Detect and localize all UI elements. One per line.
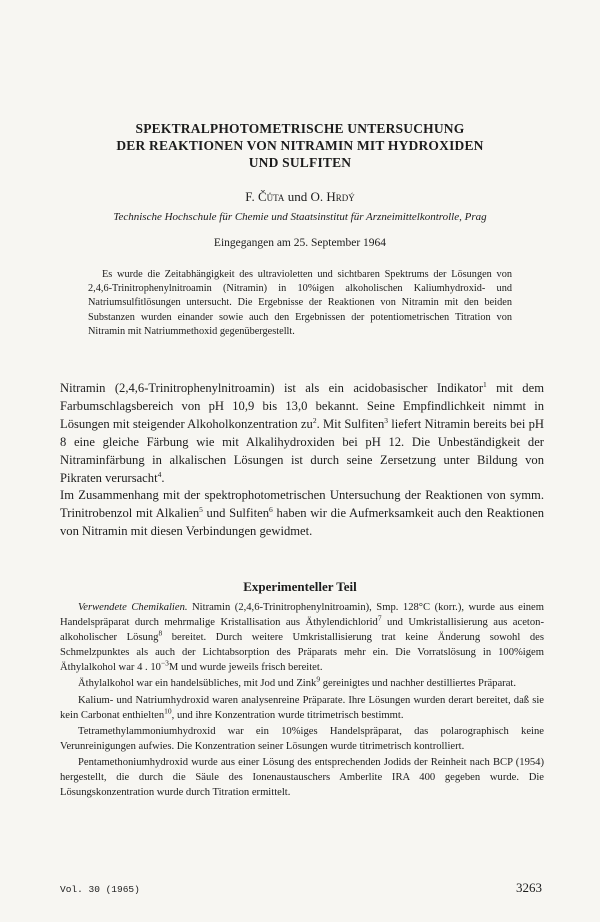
reference-marker: 10 [164,706,172,716]
author-2-initial: O. [310,189,324,204]
author-1-name: Čůta [257,189,285,204]
title-line-3: UND SULFITEN [248,155,352,170]
received-date: Eingegangen am 25. September 1964 [213,237,387,249]
text-run: gereinigtes und nachher destilliertes Präparat. [320,678,516,690]
text-run: , und ihre Konzentration wurde titrimetrisch bestimmt. [171,709,404,721]
intro-paragraph-1 [60,380,544,487]
author-1-initial: F. [245,189,255,204]
text-run: haben wir die Aufmerksamkeit auch den Reaktionen von Nitramin mit diesen Verbindungen gewidmet. [60,506,545,539]
exponent: −3 [160,658,169,668]
section-heading: Experimenteller Teil [243,579,357,594]
reference-marker: 7 [377,613,382,623]
intro-paragraph-2 [60,487,544,541]
text-run: mit dem Farbumschlagsbereich von pH 10,9 bis 13,0 bekannt. Seine Empfindlichkeit nimmt in Lösungen mit steigender Alkoholkonzentration zu [60,381,544,431]
text-run: und Umkristallisierung aus aceton-alkoholischer Lösung [60,617,544,644]
reference-marker: 5 [199,505,203,515]
author-conjunction: und [287,189,308,204]
article-title [0,120,600,171]
text-run: Kalium- und Natriumhydroxid waren analysenreine Präparate. Ihre Lösungen wurden derart bereitet, daß sie kein Carbonat enthielten [60,694,544,721]
text-run: . Mit Sulfiten [316,416,385,431]
exp-paragraph-hydroxides [60,693,544,723]
author-2-name: Hrdý [326,189,355,204]
exp-paragraph-ethanol [60,676,544,691]
introduction [60,380,544,541]
text-run: liefert Nitramin bereits bei pH 8 eine gleiche Färbung wie mit Alkalihydroxiden bei pH 12. Die Unbeständigkeit der Nitraminfärbung in alkalischen Lösungen ist durch seine Zersetzung unter Bildung von Pikraten verursacht [60,416,544,485]
title-line-1: SPEKTRALPHOTOMETRISCHE UNTERSUCHUNG [135,121,465,136]
reference-marker: 9 [316,674,321,684]
exp-paragraph-tetramethylammonium: Tetramethylammoniumhydroxid war ein 10%iges Handelspräparat, das polarographisch keine Verunreinigungen aufwies. Die Konzentration seiner Lösungen wurde titrimetrisch kontrolliert. [60,725,544,752]
text-run: M und wurde jeweils frisch bereitet. [168,662,323,674]
text-run: Im Zusammenhang mit der spektrophotometrischen Untersuchung der Reaktionen von symm. Trinitrobenzol mit Alkalien [60,488,544,521]
author-line [0,189,600,205]
reference-marker: 8 [158,628,163,638]
exp-paragraph-pentamethonium: Pentamethoniumhydroxid wurde aus einer Lösung des entsprechenden Jodids der Reinheit nach BCP (1954) hergestellt, die durch die Säule des Ionenaustauschers Amberlite IRA 400 gegeben wurde. Die Lösungskonzentration wurde durch Titration ermittelt. [60,756,544,799]
paragraph-lead: Verwendete Chemikalien. [78,602,188,613]
text-run: bereitet. Durch weitere Umkristallisierung trat keine Änderung sowohl des Schmelzpunktes als auch der Lichtabsorption des Präparats mehr ein. Die Vorratslösung in 100%igem Äthylalkohol war 4 . 10 [60,632,544,674]
experimental-section [60,600,544,801]
title-line-2: DER REAKTIONEN VON NITRAMIN MIT HYDROXIDEN [116,138,484,153]
reference-marker: 2 [312,415,317,425]
journal-volume: Vol. 30 (1965) [60,884,140,895]
exp-paragraph-chemicals [60,600,544,675]
reference-marker: 6 [269,505,273,515]
text-run: Nitramin (2,4,6-Trinitrophenylnitroamin), Smp. 128°C (korr.), wurde aus einem Handelspräparat durch mehrmalige Kristallisation aus Äthylendichlorid [60,602,545,629]
text-run: . [161,470,165,485]
text-run: Äthylalkohol war ein handelsübliches, mit Jod und Zink [78,678,317,690]
text-run: und Sulfiten [202,506,270,521]
affiliation: Technische Hochschule für Chemie und Staatsinstitut für Arzneimittelkontrolle, Prag [113,211,487,223]
reference-marker: 4 [157,469,162,479]
page-number: 3263 [516,880,542,895]
reference-marker: 3 [384,415,388,425]
reference-marker: 1 [483,379,487,389]
text-run: Nitramin (2,4,6-Trinitrophenylnitroamin) ist als ein acidobasischer Indikator [60,381,484,395]
abstract: Es wurde die Zeitabhängigkeit des ultravioletten und sichtbaren Spektrums der Lösungen von 2,4,6-Trinitrophenylnitroamin (Nitramin) in 10%igen alkoholischen Kaliumhydroxid- und Natriumsulfitlösungen untersucht. Die Ergebnisse der Reaktionen von Nitramin mit den beiden Substanzen wurden einander sowie auch den Ergebnissen der potentiometrischen Titration von Nitramin mit Natriummethoxid gegenübergestellt. [88,269,512,337]
